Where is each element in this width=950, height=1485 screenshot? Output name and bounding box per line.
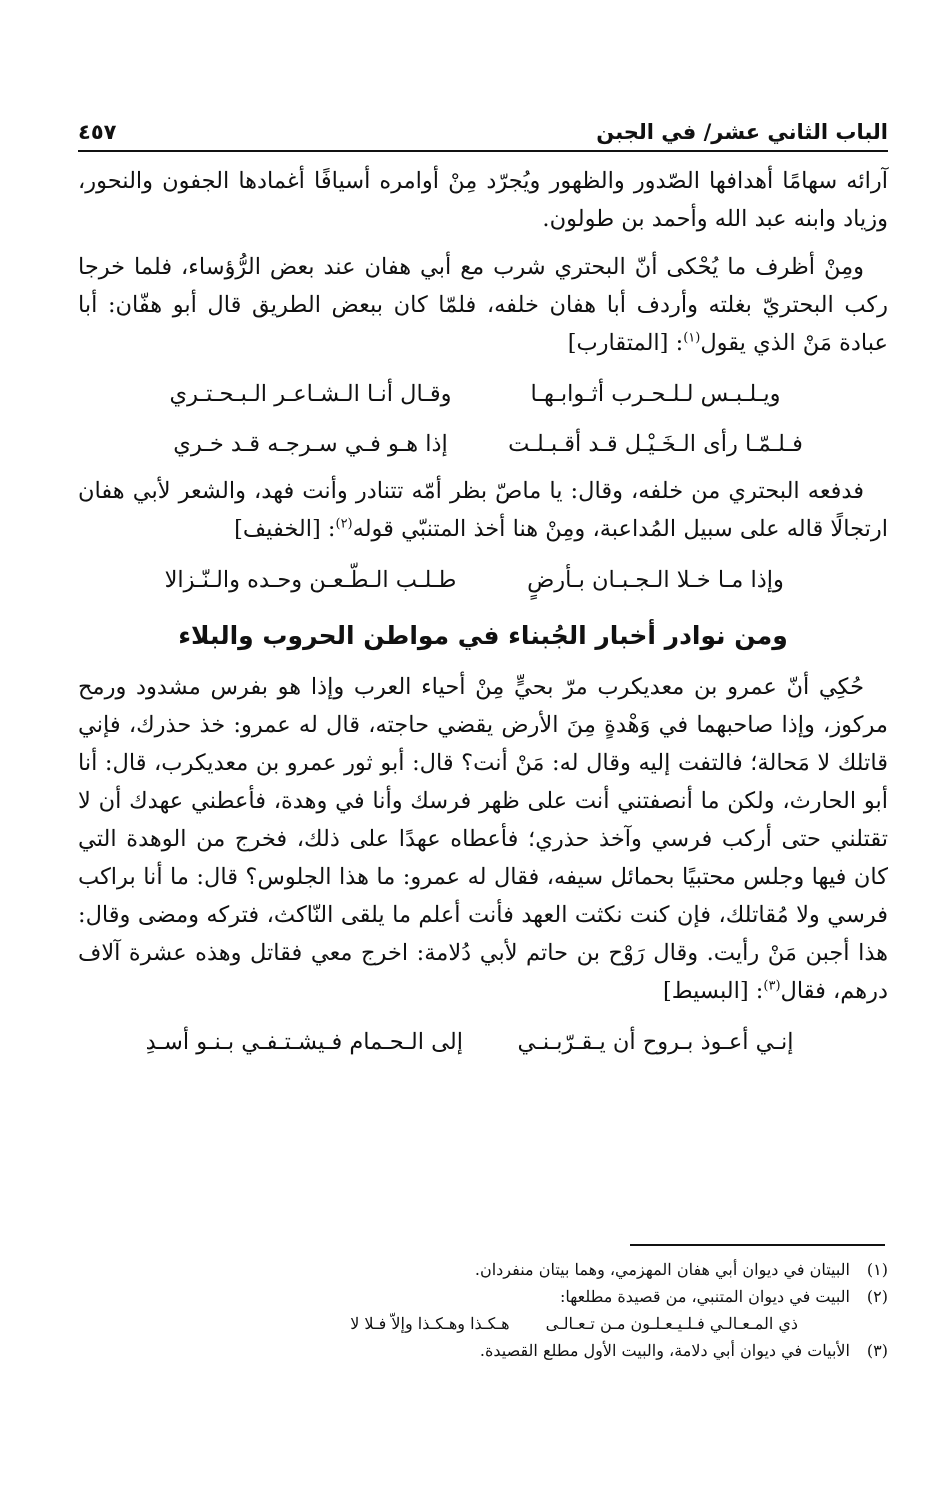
page-number: ٤٥٧ — [78, 120, 117, 144]
section-heading: ومن نوادر أخبار الجُبناء في مواطن الحروب والبلاء — [178, 621, 788, 650]
verse-3-second-hemistich: طـلـب الـطّـعـن وحـده والـنّـزالا — [164, 567, 457, 593]
verse-4-first-hemistich: إنـي أعـوذ بـروح أن يـقـرّبـنـي — [517, 1029, 794, 1055]
chapter-title: الباب الثاني عشر/ في الجبن — [596, 120, 888, 144]
meter-label-khafif: : [الخفيف] — [234, 516, 336, 542]
paragraph-2 — [78, 248, 888, 362]
verse-2-first-hemistich: فـلـمّـا رأى الـخَـيْـل قـد أقـبـلـت — [508, 431, 803, 457]
meter-label-basit: : [البسيط] — [662, 978, 764, 1004]
footnote-ref-2: (٢) — [335, 516, 353, 532]
verse-1 — [78, 372, 888, 416]
footnote-2-verse-first-hemistich: ذي المـعـالـي فـلـيـعـلـون مـن تـعـالـى — [545, 1314, 798, 1333]
footnotes — [78, 1256, 888, 1364]
footnote-2 — [78, 1283, 888, 1310]
verse-2 — [78, 422, 888, 466]
footnote-ref-3: (٣) — [763, 978, 781, 994]
footnote-ref-1: (١) — [683, 330, 701, 346]
footnote-3 — [78, 1337, 888, 1364]
paragraph-4 — [78, 668, 888, 1010]
meter-label-mutaqarib: : [المتقارب] — [567, 330, 684, 356]
footnote-separator — [630, 1244, 885, 1246]
book-page — [78, 110, 888, 1070]
paragraph-3-text: فدفعه البحتري من خلفه، وقال: يا ماصّ بظر أمّه تتنادر وأنت فهد، والشعر لأبي هفان ارتجالًا قاله على سبيل المُداعبة، ومِنْ هنا أخذ المتنبّي قوله — [78, 478, 888, 542]
verse-1-first-hemistich: ويـلـبـس لـلـحـرب أثـوابـهـا — [530, 381, 781, 407]
footnote-2-verse-second-hemistich: هـكـذا وهـكـذا وإلاّ فـلا لا — [350, 1314, 510, 1333]
verse-3 — [78, 558, 888, 602]
paragraph-4-text: حُكِي أنّ عمرو بن معديكرب مرّ بحيٍّ مِنْ أحياء العرب وإذا هو بفرس مشدود ورمح مركوز، وإذا صاحبهما في وَهْدةٍ مِنَ الأرض يقضي حاجته، قال له عمرو: خذ حذرك، فإني قاتلك لا مَحالة؛ فالتفت إليه وقال له: مَنْ أنت؟ قال: أبو ثور عمرو بن معديكرب، قال: أنا أبو الحارث، ولكن ما أنصفتني أنت على ظهر فرسك وأنا في وهدة، فأعطني عهدك أن لا تقتلني حتى أركب فرسي وآخذ حذري؛ فأعطاه عهدًا على ذلك، فخرج من الوهدة التي كان فيها وجلس محتبيًا بحمائل سيفه، فقال له عمرو: ما هذا الجلوس؟ قال: ما أنا براكب فرسي ولا مُقاتلك، فإن كنت نكثت العهد فأنت أعلم ما يلقى النّاكث، فتركه ومضى وقال: هذا أجبن مَنْ رأيت. وقال رَوْح بن حاتم لأبي دُلامة: اخرج معي فقاتل وهذه عشرة آلاف درهم، فقال — [78, 674, 888, 1004]
footnote-2-verse — [78, 1310, 888, 1337]
paragraph-3 — [78, 472, 888, 548]
verse-4-second-hemistich: إلى الـحـمام فـيشـتـفـي بـنـو أسـدِ — [145, 1029, 463, 1055]
footnote-3-text: الأبيات في ديوان أبي دلامة، والبيت الأول مطلع القصيدة. — [479, 1341, 850, 1360]
footnote-1-text: البيتان في ديوان أبي هفان المهزمي، وهما بيتان منفردان. — [474, 1260, 850, 1279]
footnote-2-text: البيت في ديوان المتنبي، من قصيدة مطلعها: — [559, 1287, 850, 1306]
paragraph-1: آرائه سهامًا أهدافها الصّدور والظهور ويُجرّد مِنْ أوامره أسيافًا أغمادها الجفون والنحور، وزياد وابنه عبد الله وأحمد بن طولون. — [78, 168, 888, 232]
footnote-1-number: (١) — [866, 1260, 888, 1279]
footnote-3-number: (٣) — [866, 1341, 888, 1360]
verse-4 — [78, 1020, 888, 1064]
paragraph-2-text: ومِنْ أظرف ما يُحْكى أنّ البحتري شرب مع أبي هفان عند بعض الرُّؤساء، فلما خرجا ركب البحتريّ بغلته وأردف أبا هفان خلفه، فلمّا كان ببعض الطريق قال أبو هفّان: أبا عبادة مَنْ الذي يقول — [78, 254, 888, 356]
page-body — [78, 162, 888, 1064]
verse-3-first-hemistich: وإذا مـا خـلا الـجـبـان بـأرضٍ — [527, 567, 784, 593]
footnote-1 — [78, 1256, 888, 1283]
footnote-2-number: (٢) — [866, 1287, 888, 1306]
running-header — [78, 110, 888, 152]
verse-1-second-hemistich: وقـال أنـا الـشـاعـر الـبـحـتـري — [169, 381, 452, 407]
verse-2-second-hemistich: إذا هـو فـي سـرجـه قـد خـري — [173, 431, 448, 457]
